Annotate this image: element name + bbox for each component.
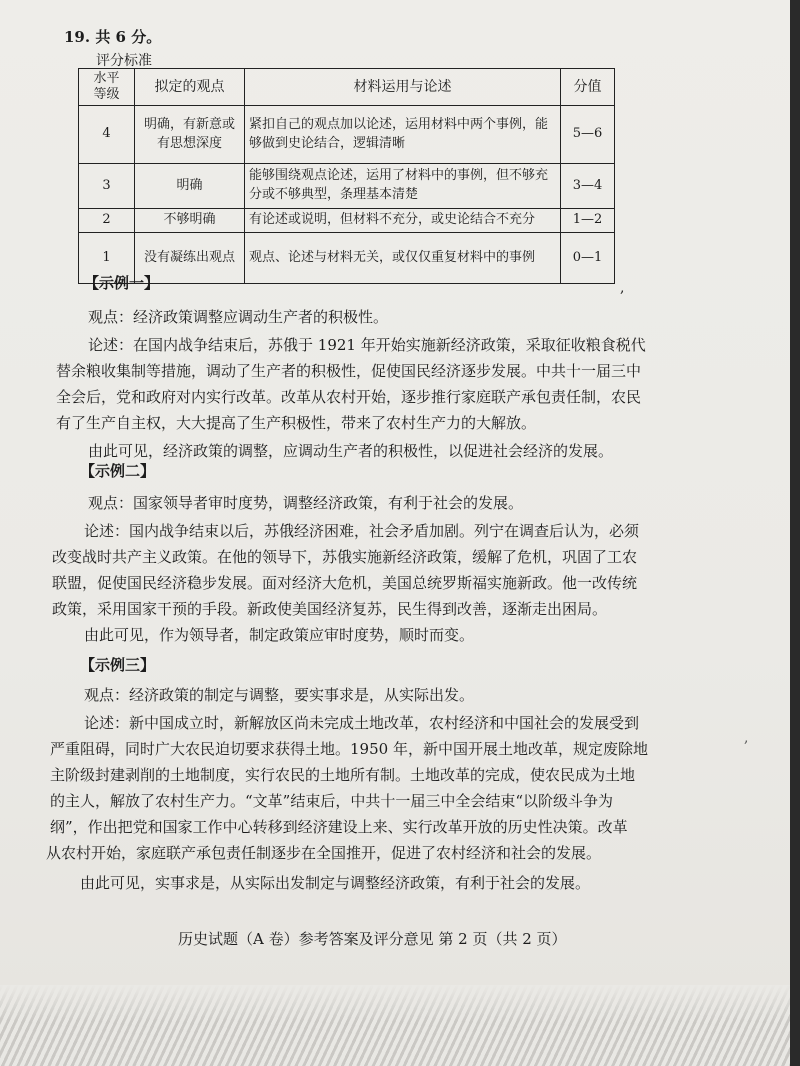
example-1-argument-line: 替余粮收集制等措施，调动了生产者的积极性，促使国民经济逐步发展。中共十一届三中	[56, 362, 642, 380]
question-header: 19. 共 6 分。	[64, 28, 162, 46]
example-3-viewpoint: 观点：经济政策的制定与调整，要实事求是，从实际出发。	[84, 686, 475, 704]
rubric-subheader: 评分标准	[96, 53, 152, 69]
example-1-argument-line: 有了生产自主权，大大提高了生产积极性，带来了农村生产力的大解放。	[56, 414, 537, 432]
row-viewpoint: 明确	[135, 164, 245, 209]
example-3-argument-line: 论述：新中国成立时，新解放区尚未完成土地改革，农村经济和中国社会的发展受到	[84, 714, 640, 732]
row-level: 1	[79, 233, 135, 284]
row-score: 3—4	[561, 164, 615, 209]
pen-mark: ,	[620, 280, 625, 296]
example-2-argument-line: 联盟，促使国民经济稳步发展。面对经济大危机，美国总统罗斯福实施新政。他一改传统	[52, 574, 638, 592]
row-viewpoint: 不够明确	[135, 209, 245, 233]
row-score: 1—2	[561, 209, 615, 233]
rubric-row	[79, 164, 615, 209]
example-2-conclusion: 由此可见，作为领导者，制定政策应审时度势，顺时而变。	[84, 626, 475, 644]
rubric-table	[78, 68, 615, 284]
row-viewpoint: 明确，有新意或有思想深度	[135, 105, 245, 164]
example-1-viewpoint: 观点：经济政策调整应调动生产者的积极性。	[88, 308, 389, 326]
example-1-argument-line: 论述：在国内战争结束后，苏俄于 1921 年开始实施新经济政策，采取征收粮食税代	[88, 336, 646, 354]
page-footer: 历史试题（A 卷）参考答案及评分意见 第 2 页（共 2 页）	[178, 930, 567, 948]
example-3-argument-line: 严重阻碍，同时广大农民迫切要求获得土地。1950 年，新中国开展土地改革，规定废除地	[50, 740, 648, 758]
row-level: 2	[79, 209, 135, 233]
header-level: 水平 等级	[79, 69, 135, 106]
example-2-argument-line: 改变战时共产主义政策。在他的领导下，苏俄实施新经济政策，缓解了危机，巩固了工农	[52, 548, 638, 566]
example-1-conclusion: 由此可见，经济政策的调整，应调动生产者的积极性，以促进社会经济的发展。	[88, 442, 614, 460]
example-2-argument-line: 政策，采用国家干预的手段。新政使美国经济复苏，民生得到改善，逐渐走出困局。	[52, 600, 608, 618]
example-3-conclusion: 由此可见，实事求是，从实际出发制定与调整经济政策，有利于社会的发展。	[80, 874, 591, 892]
header-argument: 材料运用与论述	[245, 69, 561, 106]
scan-edge	[790, 0, 800, 1066]
row-argument: 观点、论述与材料无关，或仅仅重复材料中的事例	[245, 233, 561, 284]
header-viewpoint: 拟定的观点	[135, 69, 245, 106]
header-score: 分值	[561, 69, 615, 106]
example-3-argument-line: 从农村开始，家庭联产承包责任制逐步在全国推开，促进了农村经济和社会的发展。	[46, 844, 602, 862]
row-level: 3	[79, 164, 135, 209]
row-viewpoint: 没有凝练出观点	[135, 233, 245, 284]
example-2-argument-line: 论述：国内战争结束以后，苏俄经济困难，社会矛盾加剧。列宁在调查后认为，必须	[84, 522, 640, 540]
example-3-argument-line: 纲”，作出把党和国家工作中心转移到经济建设上来、实行改革开放的历史性决策。改革	[50, 818, 628, 836]
pen-mark: ,	[744, 730, 749, 746]
row-level: 4	[79, 105, 135, 164]
example-2-title: 【示例二】	[80, 462, 156, 480]
row-score: 0—1	[561, 233, 615, 284]
bottom-shadow	[0, 985, 800, 1066]
rubric-row	[79, 105, 615, 164]
rubric-header-row	[79, 69, 615, 106]
rubric-row	[79, 209, 615, 233]
example-1-argument-line: 全会后，党和政府对内实行改革。改革从农村开始，逐步推行家庭联产承包责任制，农民	[56, 388, 642, 406]
example-2-viewpoint: 观点：国家领导者审时度势，调整经济政策，有利于社会的发展。	[88, 494, 524, 512]
row-argument: 有论述或说明，但材料不充分，或史论结合不充分	[245, 209, 561, 233]
example-1-title: 【示例一】	[84, 274, 160, 292]
example-3-argument-line: 主阶级封建剥削的土地制度，实行农民的土地所有制。土地改革的完成，使农民成为土地	[50, 766, 636, 784]
row-argument: 紧扣自己的观点加以论述，运用材料中两个事例，能够做到史论结合，逻辑清晰	[245, 105, 561, 164]
example-3-title: 【示例三】	[80, 656, 156, 674]
row-argument: 能够围绕观点论述，运用了材料中的事例，但不够充分或不够典型，条理基本清楚	[245, 164, 561, 209]
row-score: 5—6	[561, 105, 615, 164]
example-3-argument-line: 的主人，解放了农村生产力。“文革”结束后，中共十一届三中全会结束“以阶级斗争为	[50, 792, 614, 810]
